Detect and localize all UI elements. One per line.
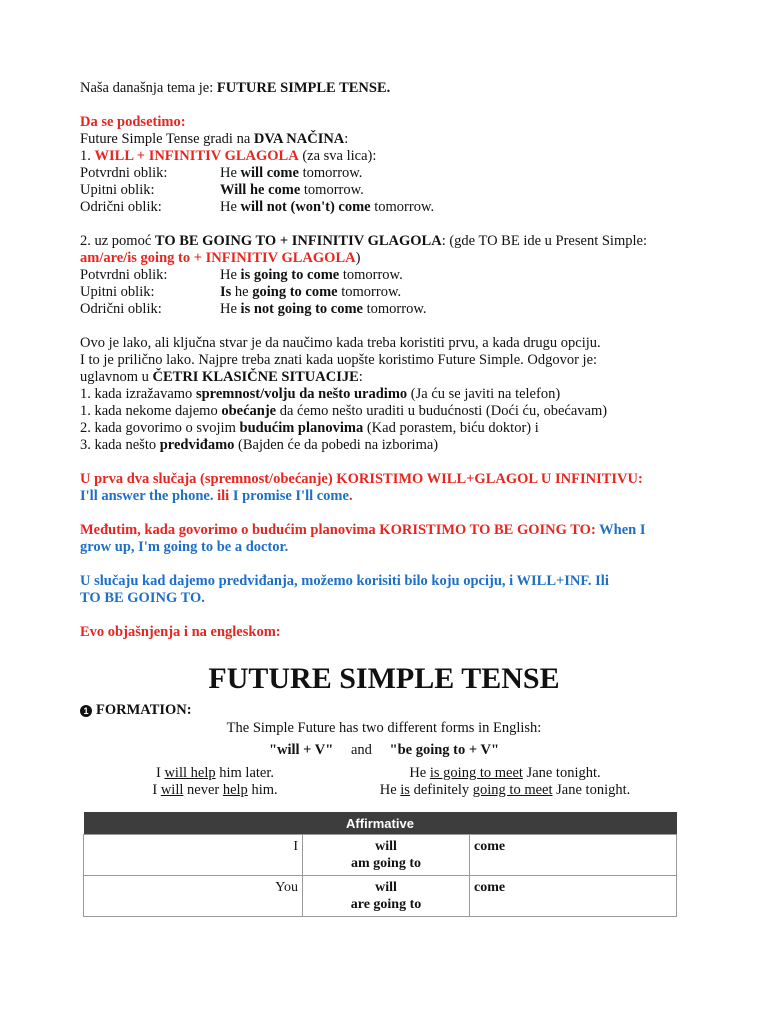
row-text: tomorrow. — [337, 284, 402, 300]
situation-text: (Ja ću se javiti na telefon) — [407, 386, 561, 402]
row-text: He — [220, 267, 241, 283]
situation-text: 2. kada govorimo o svojim — [80, 420, 240, 436]
situation-text: (Kad porastem, biću doktor) i — [363, 420, 539, 436]
situation-text: da ćemo nešto uraditi u budućnosti (Doći ću, obećavam) — [276, 403, 608, 419]
example-text: him later. — [215, 765, 274, 781]
example-text: him. — [247, 782, 278, 798]
row-bold: will come — [240, 165, 299, 181]
situation-text: 1. kada nekome dajemo — [80, 403, 222, 419]
way1-rule: WILL + INFINITIV GLAGOLA — [94, 148, 299, 164]
subject-cell: I — [84, 835, 303, 876]
builds-text: Future Simple Tense gradi na — [80, 131, 254, 147]
way2-text: 2. uz pomoć — [80, 233, 155, 249]
situation-item — [80, 386, 560, 403]
intro-topic: FUTURE SIMPLE TENSE. — [216, 80, 391, 96]
example-right — [360, 782, 650, 799]
way2-line2 — [80, 250, 360, 267]
rule3-line2: TO BE GOING TO. — [80, 590, 205, 606]
way2-suffix: : (gde TO BE ide u Present Simple: — [441, 233, 647, 249]
builds-suffix: : — [344, 131, 349, 147]
aux-will: will — [375, 839, 397, 854]
formation-description: The Simple Future has two different forms in English: — [226, 720, 542, 736]
way1-line — [80, 148, 376, 165]
situation-bold: predviđamo — [159, 437, 235, 453]
way1-note: (za sva lica): — [298, 148, 377, 164]
intro-text: Naša današnja tema je: — [80, 80, 217, 96]
example-left — [100, 782, 330, 799]
example-text: He — [379, 782, 401, 798]
row-text: He — [220, 199, 241, 215]
rule2-text: Međutim, kada govorimo o budućim planovima KORISTIMO TO BE GOING TO: — [80, 522, 596, 538]
example-text: never — [183, 782, 223, 798]
situation-item — [80, 437, 438, 454]
row-label: Odrični oblik: — [80, 301, 162, 317]
row-bold: going to come — [252, 284, 338, 300]
paragraph-line: I to je prilično lako. Najpre treba znati kada uopšte koristimo Future Simple. Odgovor je: — [80, 352, 598, 368]
row-label: Upitni oblik: — [80, 182, 155, 198]
aux-will: will — [375, 880, 397, 895]
auxiliary-cell — [303, 835, 470, 876]
row-text: tomorrow. — [370, 199, 435, 215]
verb-cell: come — [470, 876, 677, 917]
paragraph-text: uglavnom u — [80, 369, 153, 385]
row-label: Potvrdni oblik: — [80, 267, 168, 283]
way1-row — [80, 182, 364, 199]
table-header: Affirmative — [84, 812, 677, 835]
dot-text: . — [348, 488, 353, 504]
row-bold: Will he come — [220, 182, 301, 198]
example-underlined: is — [400, 782, 410, 798]
formation-heading — [80, 702, 192, 719]
row-text: tomorrow. — [362, 301, 427, 317]
row-bold: Is — [220, 284, 232, 300]
rule3-line: U slučaju kad dajemo predviđanja, možemo korisiti bilo koju opciju, i WILL+INF. Ili — [80, 573, 609, 589]
table-header-row — [84, 812, 677, 835]
page-title: FUTURE SIMPLE TENSE — [208, 662, 560, 695]
example-text: I — [155, 765, 165, 781]
english-heading: Evo objašnjenja i na engleskom: — [80, 624, 281, 640]
row-bold: will not (won't) come — [240, 199, 371, 215]
example-text: When I — [595, 522, 646, 538]
auxiliary-cell — [303, 876, 470, 917]
situation-bold: obećanje — [221, 403, 277, 419]
intro-line — [80, 80, 390, 97]
way2-row — [80, 284, 402, 301]
rule1-line: U prva dva slučaja (spremnost/obećanje) KORISTIMO WILL+GLAGOL U INFINITIVU: — [80, 471, 643, 487]
paragraph-text: : — [358, 369, 363, 385]
row-bold: is not going to come — [240, 301, 363, 317]
and-text: and — [350, 742, 372, 758]
way1-row — [80, 199, 435, 216]
example-underlined: will — [160, 782, 184, 798]
situation-bold: spremnost/volju da nešto uradimo — [195, 386, 408, 402]
way2-rule: am/are/is going to + INFINITIV GLAGOLA — [80, 250, 356, 266]
situation-item — [80, 403, 607, 420]
row-bold: is going to come — [240, 267, 340, 283]
example-underlined: will help — [164, 765, 216, 781]
row-text: He — [220, 301, 241, 317]
formation-label: FORMATION: — [96, 702, 192, 718]
form-going: "be going to + V" — [389, 742, 500, 758]
table-row — [84, 876, 677, 917]
row-label: Upitni oblik: — [80, 284, 155, 300]
example-left — [100, 765, 330, 782]
example-right — [360, 765, 650, 782]
paragraph-line: Ovo je lako, ali ključna stvar je da naučimo kada treba koristiti prvu, a kada drugu opciju. — [80, 335, 601, 351]
builds-line — [80, 131, 348, 148]
example-underlined: help — [222, 782, 248, 798]
reminder-heading: Da se podsetimo: — [80, 114, 186, 130]
example-text: I'll answer the phone. — [80, 488, 214, 504]
affirmative-table — [83, 812, 677, 917]
way2-tail: ) — [355, 250, 361, 266]
example-text: Jane tonight. — [552, 782, 631, 798]
subject-cell: You — [84, 876, 303, 917]
way1-num: 1. — [80, 148, 95, 164]
row-text: tomorrow. — [339, 267, 403, 283]
way2-row — [80, 301, 427, 318]
rule1-examples — [80, 488, 353, 505]
row-text: tomorrow. — [298, 165, 363, 181]
verb-cell: come — [470, 835, 677, 876]
row-text: He — [220, 165, 241, 181]
example-text: I — [152, 782, 161, 798]
way2-bold: TO BE GOING TO + INFINITIV GLAGOLA — [154, 233, 442, 249]
situation-text: (Bajden će da pobedi na izborima) — [234, 437, 439, 453]
situation-item — [80, 420, 539, 437]
example-underlined: is going to meet — [429, 765, 523, 781]
situation-text: 1. kada izražavamo — [80, 386, 196, 402]
way2-line — [80, 233, 647, 250]
example-text: Jane tonight. — [522, 765, 601, 781]
example-underlined: going to meet — [472, 782, 553, 798]
number-bullet-icon: 1 — [80, 705, 92, 717]
way2-row — [80, 267, 403, 284]
aux-going: am going to — [351, 856, 421, 871]
example-text: He — [409, 765, 430, 781]
example-text: I promise I'll come — [232, 488, 349, 504]
ili-text: ili — [213, 488, 233, 504]
row-text: tomorrow. — [300, 182, 364, 198]
situation-bold: budućim planovima — [239, 420, 364, 436]
paragraph-bold: ČETRI KLASIČNE SITUACIJE — [152, 369, 359, 385]
rule2-line — [80, 522, 646, 539]
builds-bold: DVA NAČINA — [253, 131, 345, 147]
row-label: Potvrdni oblik: — [80, 165, 168, 181]
form-will: "will + V" — [268, 742, 334, 758]
aux-going: are going to — [350, 897, 422, 912]
rule2-line2: grow up, I'm going to be a doctor. — [80, 539, 289, 555]
row-text: he — [231, 284, 253, 300]
way1-row — [80, 165, 363, 182]
forms-line — [0, 742, 768, 759]
row-label: Odrični oblik: — [80, 199, 162, 215]
paragraph-line — [80, 369, 363, 386]
table-row — [84, 835, 677, 876]
situation-text: 3. kada nešto — [80, 437, 160, 453]
example-text: definitely — [409, 782, 473, 798]
